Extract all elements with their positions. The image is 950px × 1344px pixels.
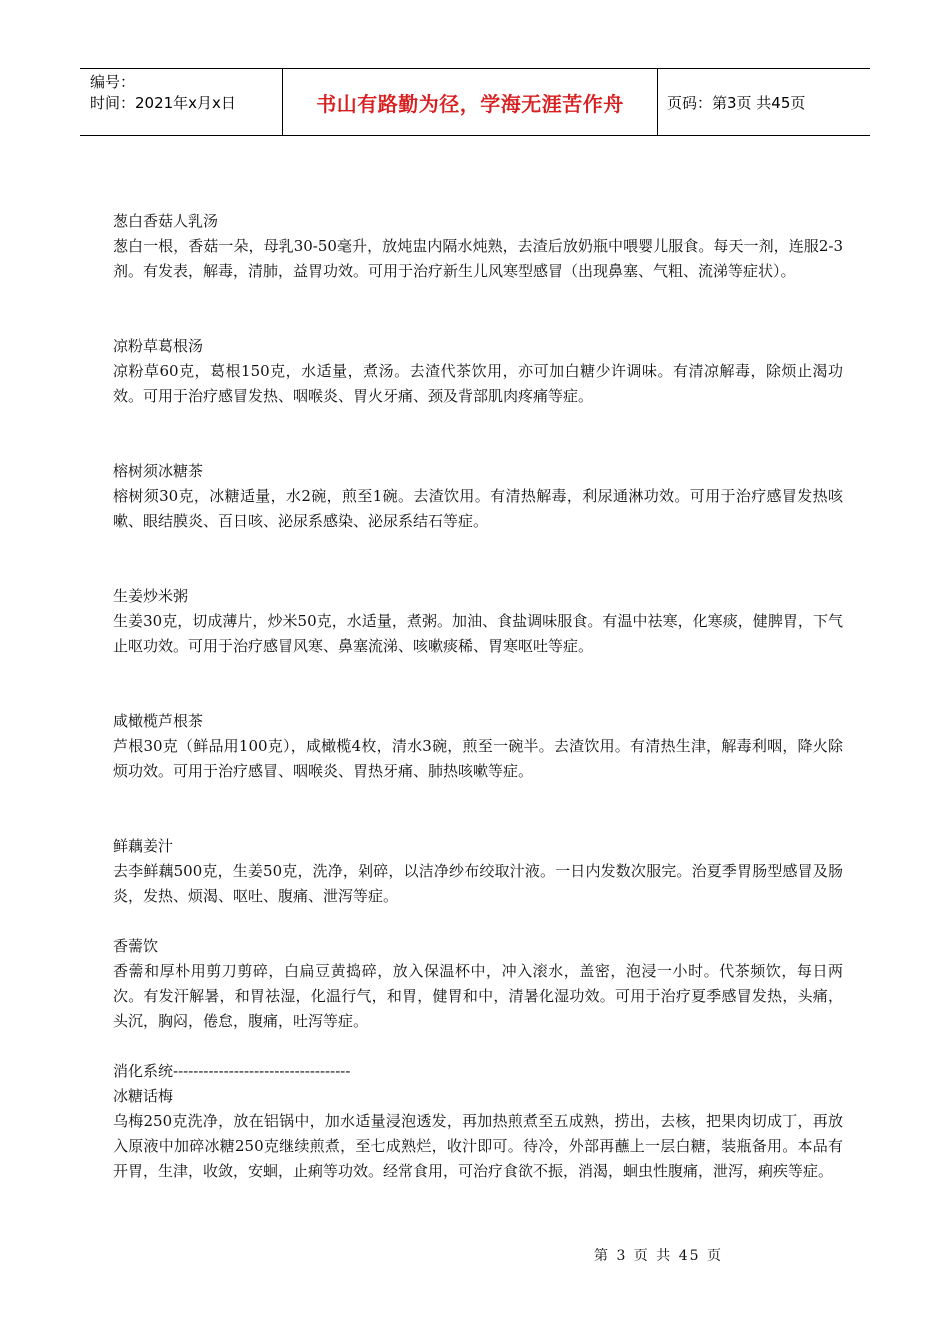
recipe-section [113, 334, 843, 409]
recipe-body: 芦根30克（鲜品用100克），咸橄榄4枚，清水3碗，煎至一碗半。去渣饮用。有清热生津，解毒利咽，降火除烦功效。可用于治疗感冒、咽喉炎、胃热牙痛、肺热咳嗽等症。 [113, 737, 843, 780]
recipe-section [113, 1084, 843, 1184]
page-footer: 第 3 页 共 45 页 [594, 1248, 723, 1264]
header-meta [80, 69, 282, 135]
recipe-title: 葱白香菇人乳汤 [113, 212, 219, 230]
recipe-title: 生姜炒米粥 [113, 587, 189, 605]
recipe-title: 香薷饮 [113, 937, 159, 955]
recipe-body: 去李鲜藕500克，生姜50克，洗净，剁碎，以洁净纱布绞取汁液。一日内发数次服完。治夏季胃肠型感冒及肠炎，发热、烦渴、呕吐、腹痛、泄泻等症。 [113, 862, 843, 905]
recipe-section [113, 834, 843, 909]
recipe-body: 榕树须30克，冰糖适量，水2碗，煎至1碗。去渣饮用。有清热解毒，利尿通淋功效。可用于治疗感冒发热咳嗽、眼结膜炎、百日咳、泌尿系感染、泌尿系结石等症。 [113, 487, 843, 530]
document-number-label: 编号： [90, 73, 136, 91]
category-heading: 消化系统----------------------------------- [113, 1062, 351, 1080]
recipe-title: 凉粉草葛根汤 [113, 337, 204, 355]
recipe-section [113, 459, 843, 534]
document-body [113, 209, 843, 1184]
recipe-body: 凉粉草60克，葛根150克，水适量，煮汤。去渣代茶饮用，亦可加白糖少许调味。有清凉解毒，除烦止渴功效。可用于治疗感冒发热、咽喉炎、胃火牙痛、颈及背部肌肉疼痛等症。 [113, 362, 843, 405]
recipe-body: 乌梅250克洗净，放在铝锅中，加水适量浸泡透发，再加热煎煮至五成熟，捞出，去核，把果肉切成丁，再放入原液中加碎冰糖250克继续煎煮，至七成熟烂，收汁即可。待冷，外部再蘸上一层白糖，装瓶备用。本品有开胃，生津，收敛，安蛔，止痢等功效。经常食用，可治疗食欲不振，消渴，蛔虫性腹痛，泄泻，痢疾等症。 [113, 1112, 843, 1180]
page-header [80, 68, 870, 136]
recipe-section [113, 934, 843, 1034]
recipe-title: 榕树须冰糖茶 [113, 462, 204, 480]
recipe-body: 香薷和厚朴用剪刀剪碎，白扁豆黄捣碎，放入保温杯中，冲入滚水，盖密，泡浸一小时。代茶频饮，每日两次。有发汗解暑，和胃祛湿，化温行气，和胃，健胃和中，清暑化湿功效。可用于治疗夏季感冒发热，头痛，头沉，胸闷，倦怠，腹痛，吐泻等症。 [113, 962, 843, 1030]
header-page-info: 页码：第3页 共45页 [667, 93, 806, 112]
recipe-title: 咸橄榄芦根茶 [113, 712, 204, 730]
document-date: 时间：2021年x月x日 [90, 94, 236, 112]
header-slogan: 书山有路勤为径，学海无涯苦作舟 [282, 69, 658, 135]
recipe-body: 生姜30克，切成薄片，炒米50克，水适量，煮粥。加油、食盐调味服食。有温中祛寒，化寒痰，健脾胃，下气止呕功效。可用于治疗感冒风寒、鼻塞流涕、咳嗽痰稀、胃寒呕吐等症。 [113, 612, 843, 655]
recipe-body: 葱白一根，香菇一朵，母乳30-50毫升，放炖盅内隔水炖熟，去渣后放奶瓶中喂婴儿服食。每天一剂，连服2-3剂。有发表，解毒，清肺，益胃功效。可用于治疗新生儿风寒型感冒（出现鼻塞、气粗、流涕等症状）。 [113, 237, 843, 280]
recipe-title: 冰糖话梅 [113, 1087, 174, 1105]
recipe-section [113, 709, 843, 784]
recipe-section [113, 209, 843, 284]
recipe-title: 鲜藕姜汁 [113, 837, 174, 855]
recipe-section [113, 584, 843, 659]
